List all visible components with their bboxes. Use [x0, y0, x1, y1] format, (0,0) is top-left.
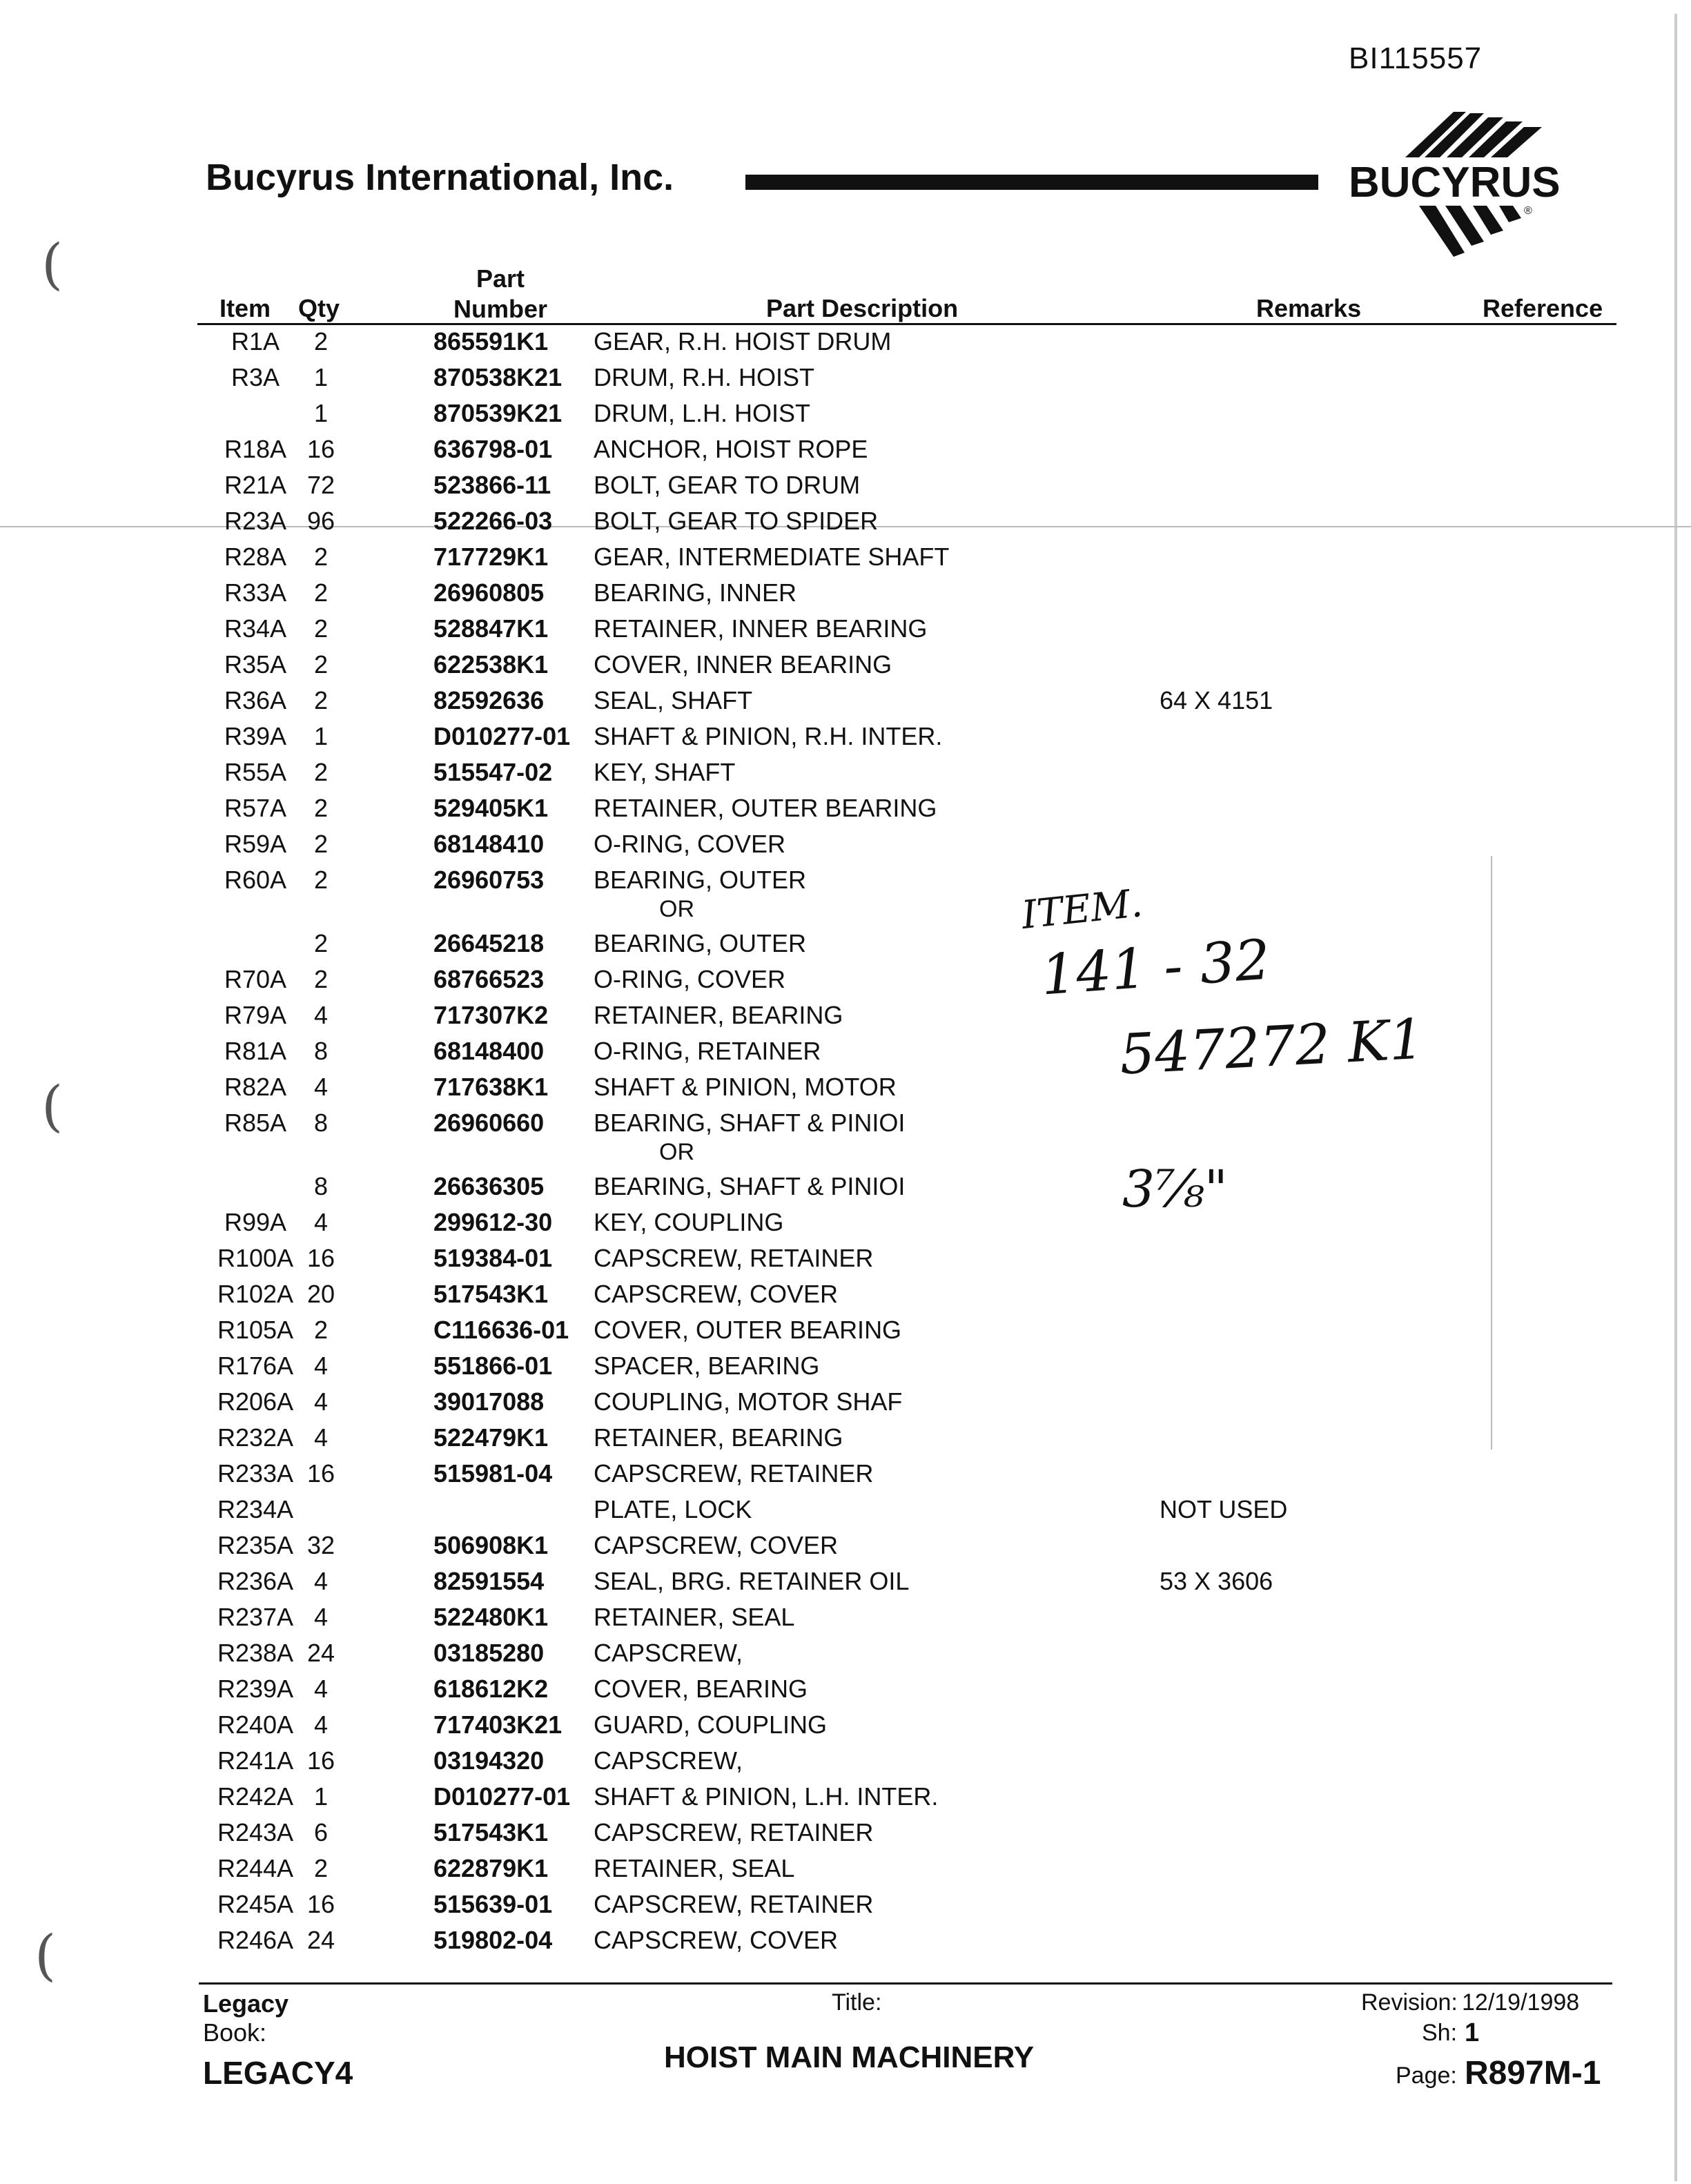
table-row — [0, 1352, 1691, 1387]
qty-cell: 4 — [313, 1208, 329, 1236]
qty-cell: 8 — [313, 1172, 329, 1200]
part-number-cell: 717638K1 — [433, 1073, 549, 1101]
description-cell: SEAL, SHAFT — [594, 686, 753, 714]
table-row — [0, 543, 1691, 578]
part-number-cell: 515639-01 — [433, 1890, 553, 1918]
part-number-cell: 82591554 — [433, 1567, 545, 1595]
item-cell: R236A — [217, 1567, 294, 1595]
description-cell: SPACER, BEARING — [594, 1352, 820, 1380]
part-number-cell: 519384-01 — [433, 1244, 553, 1272]
description-cell: BEARING, INNER — [594, 578, 797, 607]
handwritten-note-number: 141 - 32 — [1039, 927, 1273, 1008]
part-number-cell: 519802-04 — [433, 1926, 553, 1954]
part-number-cell: 523866-11 — [433, 471, 551, 499]
qty-cell: 4 — [313, 1710, 329, 1739]
table-row — [0, 1495, 1691, 1531]
table-row — [0, 1567, 1691, 1603]
table-row — [0, 614, 1691, 650]
table-row — [0, 830, 1691, 866]
item-cell: R237A — [217, 1603, 294, 1631]
qty-cell: 96 — [306, 507, 335, 535]
part-number-cell: 68148400 — [433, 1037, 545, 1065]
footer-sheet-label: Sh: — [1422, 2020, 1458, 2046]
qty-cell: 32 — [306, 1531, 335, 1559]
table-row — [0, 1746, 1691, 1782]
part-number-cell: 03194320 — [433, 1746, 545, 1775]
part-number-cell: 26636305 — [433, 1172, 545, 1200]
description-cell: O-RING, COVER — [594, 965, 786, 993]
part-number-cell: 26645218 — [433, 929, 545, 957]
handwritten-note-size: 3⅞" — [1122, 1160, 1228, 1219]
logo-text: BUCYRUS — [1349, 159, 1561, 206]
qty-cell: 72 — [306, 471, 335, 499]
table-row — [0, 363, 1691, 399]
part-number-cell: 622879K1 — [433, 1854, 549, 1882]
item-cell: R245A — [217, 1890, 294, 1918]
qty-cell: 2 — [313, 965, 329, 993]
item-cell: R242A — [217, 1782, 294, 1811]
handwritten-note-part: 547272 K1 — [1117, 1006, 1426, 1087]
item-cell: R232A — [217, 1423, 294, 1452]
part-number-cell: 517543K1 — [433, 1280, 549, 1308]
table-row — [0, 686, 1691, 722]
table-row — [0, 1603, 1691, 1639]
qty-cell: 1 — [313, 1782, 329, 1811]
binder-hole-mark: ( — [41, 232, 63, 296]
qty-cell: 2 — [313, 794, 329, 822]
item-cell: R235A — [217, 1531, 294, 1559]
qty-cell: 4 — [313, 1352, 329, 1380]
part-header-line1: Part — [476, 264, 525, 293]
item-cell: R81A — [224, 1037, 287, 1065]
item-cell: R102A — [217, 1280, 294, 1308]
description-cell: SEAL, BRG. RETAINER OIL — [594, 1567, 910, 1595]
table-row — [0, 1531, 1691, 1567]
part-number-cell: 39017088 — [433, 1387, 545, 1416]
item-cell: R105A — [217, 1316, 294, 1344]
table-row — [0, 1459, 1691, 1495]
table-row — [0, 758, 1691, 794]
part-number-cell: 618612K2 — [433, 1675, 549, 1703]
binder-hole-mark: ( — [41, 1074, 63, 1138]
description-cell: COVER, OUTER BEARING — [594, 1316, 902, 1344]
description-cell: CAPSCREW, COVER — [594, 1280, 839, 1308]
qty-cell: 16 — [306, 1890, 335, 1918]
table-row — [0, 650, 1691, 686]
description-cell: BEARING, OUTER — [594, 929, 807, 957]
table-row — [0, 1073, 1691, 1109]
table-row — [0, 399, 1691, 435]
description-cell: SHAFT & PINION, L.H. INTER. — [594, 1782, 939, 1811]
table-row — [0, 327, 1691, 363]
part-number-cell: 522479K1 — [433, 1423, 549, 1452]
description-cell: KEY, SHAFT — [594, 758, 736, 786]
description-cell: SHAFT & PINION, R.H. INTER. — [594, 722, 943, 750]
part-number-cell: 515547-02 — [433, 758, 553, 786]
table-row — [0, 1782, 1691, 1818]
part-number-cell: 82592636 — [433, 686, 545, 714]
part-number-cell: 517543K1 — [433, 1818, 549, 1846]
part-number-cell: 717403K21 — [433, 1710, 563, 1739]
item-cell: R85A — [224, 1109, 287, 1137]
item-cell: R59A — [224, 830, 287, 858]
part-number-cell: 26960805 — [433, 578, 545, 607]
qty-cell: 8 — [313, 1037, 329, 1065]
item-cell: R55A — [224, 758, 287, 786]
item-cell: R238A — [217, 1639, 294, 1667]
part-number-cell: 68766523 — [433, 965, 545, 993]
table-row — [0, 1926, 1691, 1962]
table-row — [0, 435, 1691, 471]
part-number-cell: 03185280 — [433, 1639, 545, 1667]
table-row — [0, 507, 1691, 543]
table-row — [0, 578, 1691, 614]
table-row — [0, 1109, 1691, 1144]
company-name: Bucyrus International, Inc. — [206, 157, 674, 198]
part-number-cell: 865591K1 — [433, 327, 549, 355]
column-header-qty: Qty — [298, 294, 340, 322]
part-number-cell: 717307K2 — [433, 1001, 549, 1029]
qty-cell: 4 — [313, 1603, 329, 1631]
qty-cell: 4 — [313, 1387, 329, 1416]
part-number-cell: 870538K21 — [433, 363, 563, 391]
description-cell: RETAINER, BEARING — [594, 1001, 843, 1029]
part-header-line2: Number — [453, 295, 548, 323]
description-cell: DRUM, L.H. HOIST — [594, 399, 811, 427]
footer-legacy-label: Legacy — [203, 1989, 289, 2018]
footer-sheet-value: 1 — [1465, 2018, 1480, 2047]
item-cell: R33A — [224, 578, 287, 607]
qty-cell: 2 — [313, 578, 329, 607]
item-cell: R82A — [224, 1073, 287, 1101]
item-cell: R240A — [217, 1710, 294, 1739]
qty-cell: 20 — [306, 1280, 335, 1308]
item-cell: R244A — [217, 1854, 294, 1882]
item-cell: R206A — [217, 1387, 294, 1416]
qty-cell: 2 — [313, 543, 329, 571]
description-cell: BOLT, GEAR TO DRUM — [594, 471, 861, 499]
part-number-cell: 529405K1 — [433, 794, 549, 822]
qty-cell: 2 — [313, 866, 329, 894]
description-cell: BEARING, SHAFT & PINIOI — [594, 1172, 906, 1200]
description-cell: KEY, COUPLING — [594, 1208, 784, 1236]
description-cell: O-RING, COVER — [594, 830, 786, 858]
footer-title-value: HOIST MAIN MACHINERY — [664, 2040, 1035, 2074]
column-header-description: Part Description — [766, 294, 959, 322]
description-cell: CAPSCREW, COVER — [594, 1926, 839, 1954]
description-cell: GEAR, R.H. HOIST DRUM — [594, 327, 892, 355]
footer-page-label: Page: — [1396, 2063, 1457, 2089]
description-cell: CAPSCREW, RETAINER — [594, 1459, 874, 1488]
qty-cell: 4 — [313, 1073, 329, 1101]
item-cell: R34A — [224, 614, 287, 643]
qty-cell: 16 — [306, 1746, 335, 1775]
item-cell: R79A — [224, 1001, 287, 1029]
description-cell: O-RING, RETAINER — [594, 1037, 821, 1065]
item-cell: R21A — [224, 471, 287, 499]
table-row — [0, 1675, 1691, 1710]
description-cell: GEAR, INTERMEDIATE SHAFT — [594, 543, 950, 571]
part-number-cell: 636798-01 — [433, 435, 553, 463]
qty-cell: 4 — [313, 1423, 329, 1452]
description-cell: RETAINER, INNER BEARING — [594, 614, 928, 643]
qty-cell: 2 — [313, 830, 329, 858]
item-cell: R35A — [224, 650, 287, 679]
item-cell: R23A — [224, 507, 287, 535]
description-cell: BOLT, GEAR TO SPIDER — [594, 507, 879, 535]
table-row — [0, 1890, 1691, 1926]
footer-title-label: Title: — [832, 1989, 882, 2016]
description-cell: RETAINER, SEAL — [594, 1603, 795, 1631]
item-cell: R70A — [224, 965, 287, 993]
table-row — [0, 1037, 1691, 1073]
part-number-cell: 506908K1 — [433, 1531, 549, 1559]
item-cell: R243A — [217, 1818, 294, 1846]
description-cell: CAPSCREW, RETAINER — [594, 1244, 874, 1272]
description-cell: PLATE, LOCK — [594, 1495, 752, 1523]
description-cell: CAPSCREW, — [594, 1639, 743, 1667]
part-number-cell: C116636-01 — [433, 1316, 569, 1344]
qty-cell: 4 — [313, 1567, 329, 1595]
table-row — [0, 1316, 1691, 1352]
table-row — [0, 471, 1691, 507]
qty-cell: 1 — [313, 363, 329, 391]
qty-cell: 2 — [313, 650, 329, 679]
qty-cell: 2 — [313, 686, 329, 714]
description-cell: COUPLING, MOTOR SHAF — [594, 1387, 903, 1416]
description-cell: BEARING, OUTER — [594, 866, 807, 894]
table-row — [0, 1854, 1691, 1890]
part-number-cell: 551866-01 — [433, 1352, 553, 1380]
item-cell: R234A — [217, 1495, 294, 1523]
table-row — [0, 722, 1691, 758]
item-cell: R36A — [224, 686, 287, 714]
column-header-item: Item — [219, 294, 271, 322]
qty-cell: 1 — [313, 399, 329, 427]
description-cell: SHAFT & PINION, MOTOR — [594, 1073, 897, 1101]
item-cell: R60A — [224, 866, 287, 894]
table-row — [0, 1244, 1691, 1280]
qty-cell: 2 — [313, 1316, 329, 1344]
part-number-cell: 622538K1 — [433, 650, 549, 679]
binder-hole-mark: ( — [35, 1923, 57, 1987]
table-row — [0, 1001, 1691, 1037]
qty-cell: 24 — [306, 1639, 335, 1667]
description-cell: RETAINER, SEAL — [594, 1854, 795, 1882]
qty-cell: 4 — [313, 1675, 329, 1703]
qty-cell: 2 — [313, 614, 329, 643]
item-cell: R28A — [224, 543, 287, 571]
description-cell: COVER, BEARING — [594, 1675, 808, 1703]
qty-cell: 2 — [313, 327, 329, 355]
part-number-cell: 717729K1 — [433, 543, 549, 571]
qty-cell: 16 — [306, 435, 335, 463]
description-cell: CAPSCREW, — [594, 1746, 743, 1775]
description-cell: GUARD, COUPLING — [594, 1710, 828, 1739]
description-cell: CAPSCREW, RETAINER — [594, 1818, 874, 1846]
part-number-cell: D010277-01 — [433, 1782, 571, 1811]
document-id: BI115557 — [1349, 41, 1483, 75]
part-number-cell: 68148410 — [433, 830, 545, 858]
part-number-cell: 522266-03 — [433, 507, 553, 535]
table-row — [0, 1818, 1691, 1854]
item-cell: R239A — [217, 1675, 294, 1703]
qty-cell: 1 — [313, 722, 329, 750]
footer-revision-value: 12/19/1998 — [1462, 1989, 1580, 2016]
qty-cell: 6 — [313, 1818, 329, 1846]
footer-book-label: Book: — [203, 2018, 267, 2047]
footer-page-value: R897M-1 — [1465, 2055, 1601, 2092]
table-row — [0, 1710, 1691, 1746]
description-cell: DRUM, R.H. HOIST — [594, 363, 814, 391]
table-row — [0, 1639, 1691, 1675]
item-cell: R241A — [217, 1746, 294, 1775]
table-row — [0, 1423, 1691, 1459]
part-number-cell: 515981-04 — [433, 1459, 553, 1488]
part-number-cell: 299612-30 — [433, 1208, 553, 1236]
remarks-cell: 64 X 4151 — [1160, 686, 1273, 714]
table-row — [0, 1208, 1691, 1244]
part-number-cell: 26960660 — [433, 1109, 545, 1137]
table-row — [0, 1280, 1691, 1316]
qty-cell: 24 — [306, 1926, 335, 1954]
item-cell: R3A — [231, 363, 280, 391]
footer-revision-label: Revision: — [1361, 1989, 1458, 2016]
remarks-cell: NOT USED — [1160, 1495, 1288, 1523]
qty-cell: 2 — [313, 1854, 329, 1882]
item-cell: R39A — [224, 722, 287, 750]
description-cell: CAPSCREW, RETAINER — [594, 1890, 874, 1918]
item-cell: R99A — [224, 1208, 287, 1236]
handwritten-note-item: ITEM. — [1019, 881, 1145, 938]
item-cell: R1A — [231, 327, 280, 355]
or-label: OR — [659, 896, 694, 922]
qty-cell: 16 — [306, 1459, 335, 1488]
part-number-cell: 870539K21 — [433, 399, 563, 427]
part-number-cell: 522480K1 — [433, 1603, 549, 1631]
footer-rule — [199, 1982, 1612, 1985]
qty-cell: 4 — [313, 1001, 329, 1029]
or-label: OR — [659, 1139, 694, 1165]
registered-mark: ® — [1524, 205, 1532, 217]
column-header-reference: Reference — [1483, 294, 1603, 322]
remarks-cell: 53 X 3606 — [1160, 1567, 1273, 1595]
table-row — [0, 929, 1691, 965]
qty-cell: 2 — [313, 929, 329, 957]
table-row — [0, 1387, 1691, 1423]
table-row — [0, 1172, 1691, 1208]
part-number-cell: D010277-01 — [433, 722, 571, 750]
description-cell: COVER, INNER BEARING — [594, 650, 892, 679]
item-cell: R233A — [217, 1459, 294, 1488]
qty-cell: 8 — [313, 1109, 329, 1137]
description-cell: CAPSCREW, COVER — [594, 1531, 839, 1559]
description-cell: ANCHOR, HOIST ROPE — [594, 435, 868, 463]
qty-cell: 2 — [313, 758, 329, 786]
item-cell: R100A — [217, 1244, 294, 1272]
qty-cell: 16 — [306, 1244, 335, 1272]
item-cell: R176A — [217, 1352, 294, 1380]
description-cell: BEARING, SHAFT & PINIOI — [594, 1109, 906, 1137]
part-number-cell: 528847K1 — [433, 614, 549, 643]
table-row — [0, 965, 1691, 1001]
description-cell: RETAINER, OUTER BEARING — [594, 794, 937, 822]
item-cell: R246A — [217, 1926, 294, 1954]
table-row — [0, 866, 1691, 901]
item-cell: R18A — [224, 435, 287, 463]
table-row — [0, 794, 1691, 830]
item-cell: R57A — [224, 794, 287, 822]
part-number-cell: 26960753 — [433, 866, 545, 894]
column-header-remarks: Remarks — [1256, 294, 1362, 322]
footer-book-value: LEGACY4 — [203, 2055, 353, 2091]
description-cell: RETAINER, BEARING — [594, 1423, 843, 1452]
